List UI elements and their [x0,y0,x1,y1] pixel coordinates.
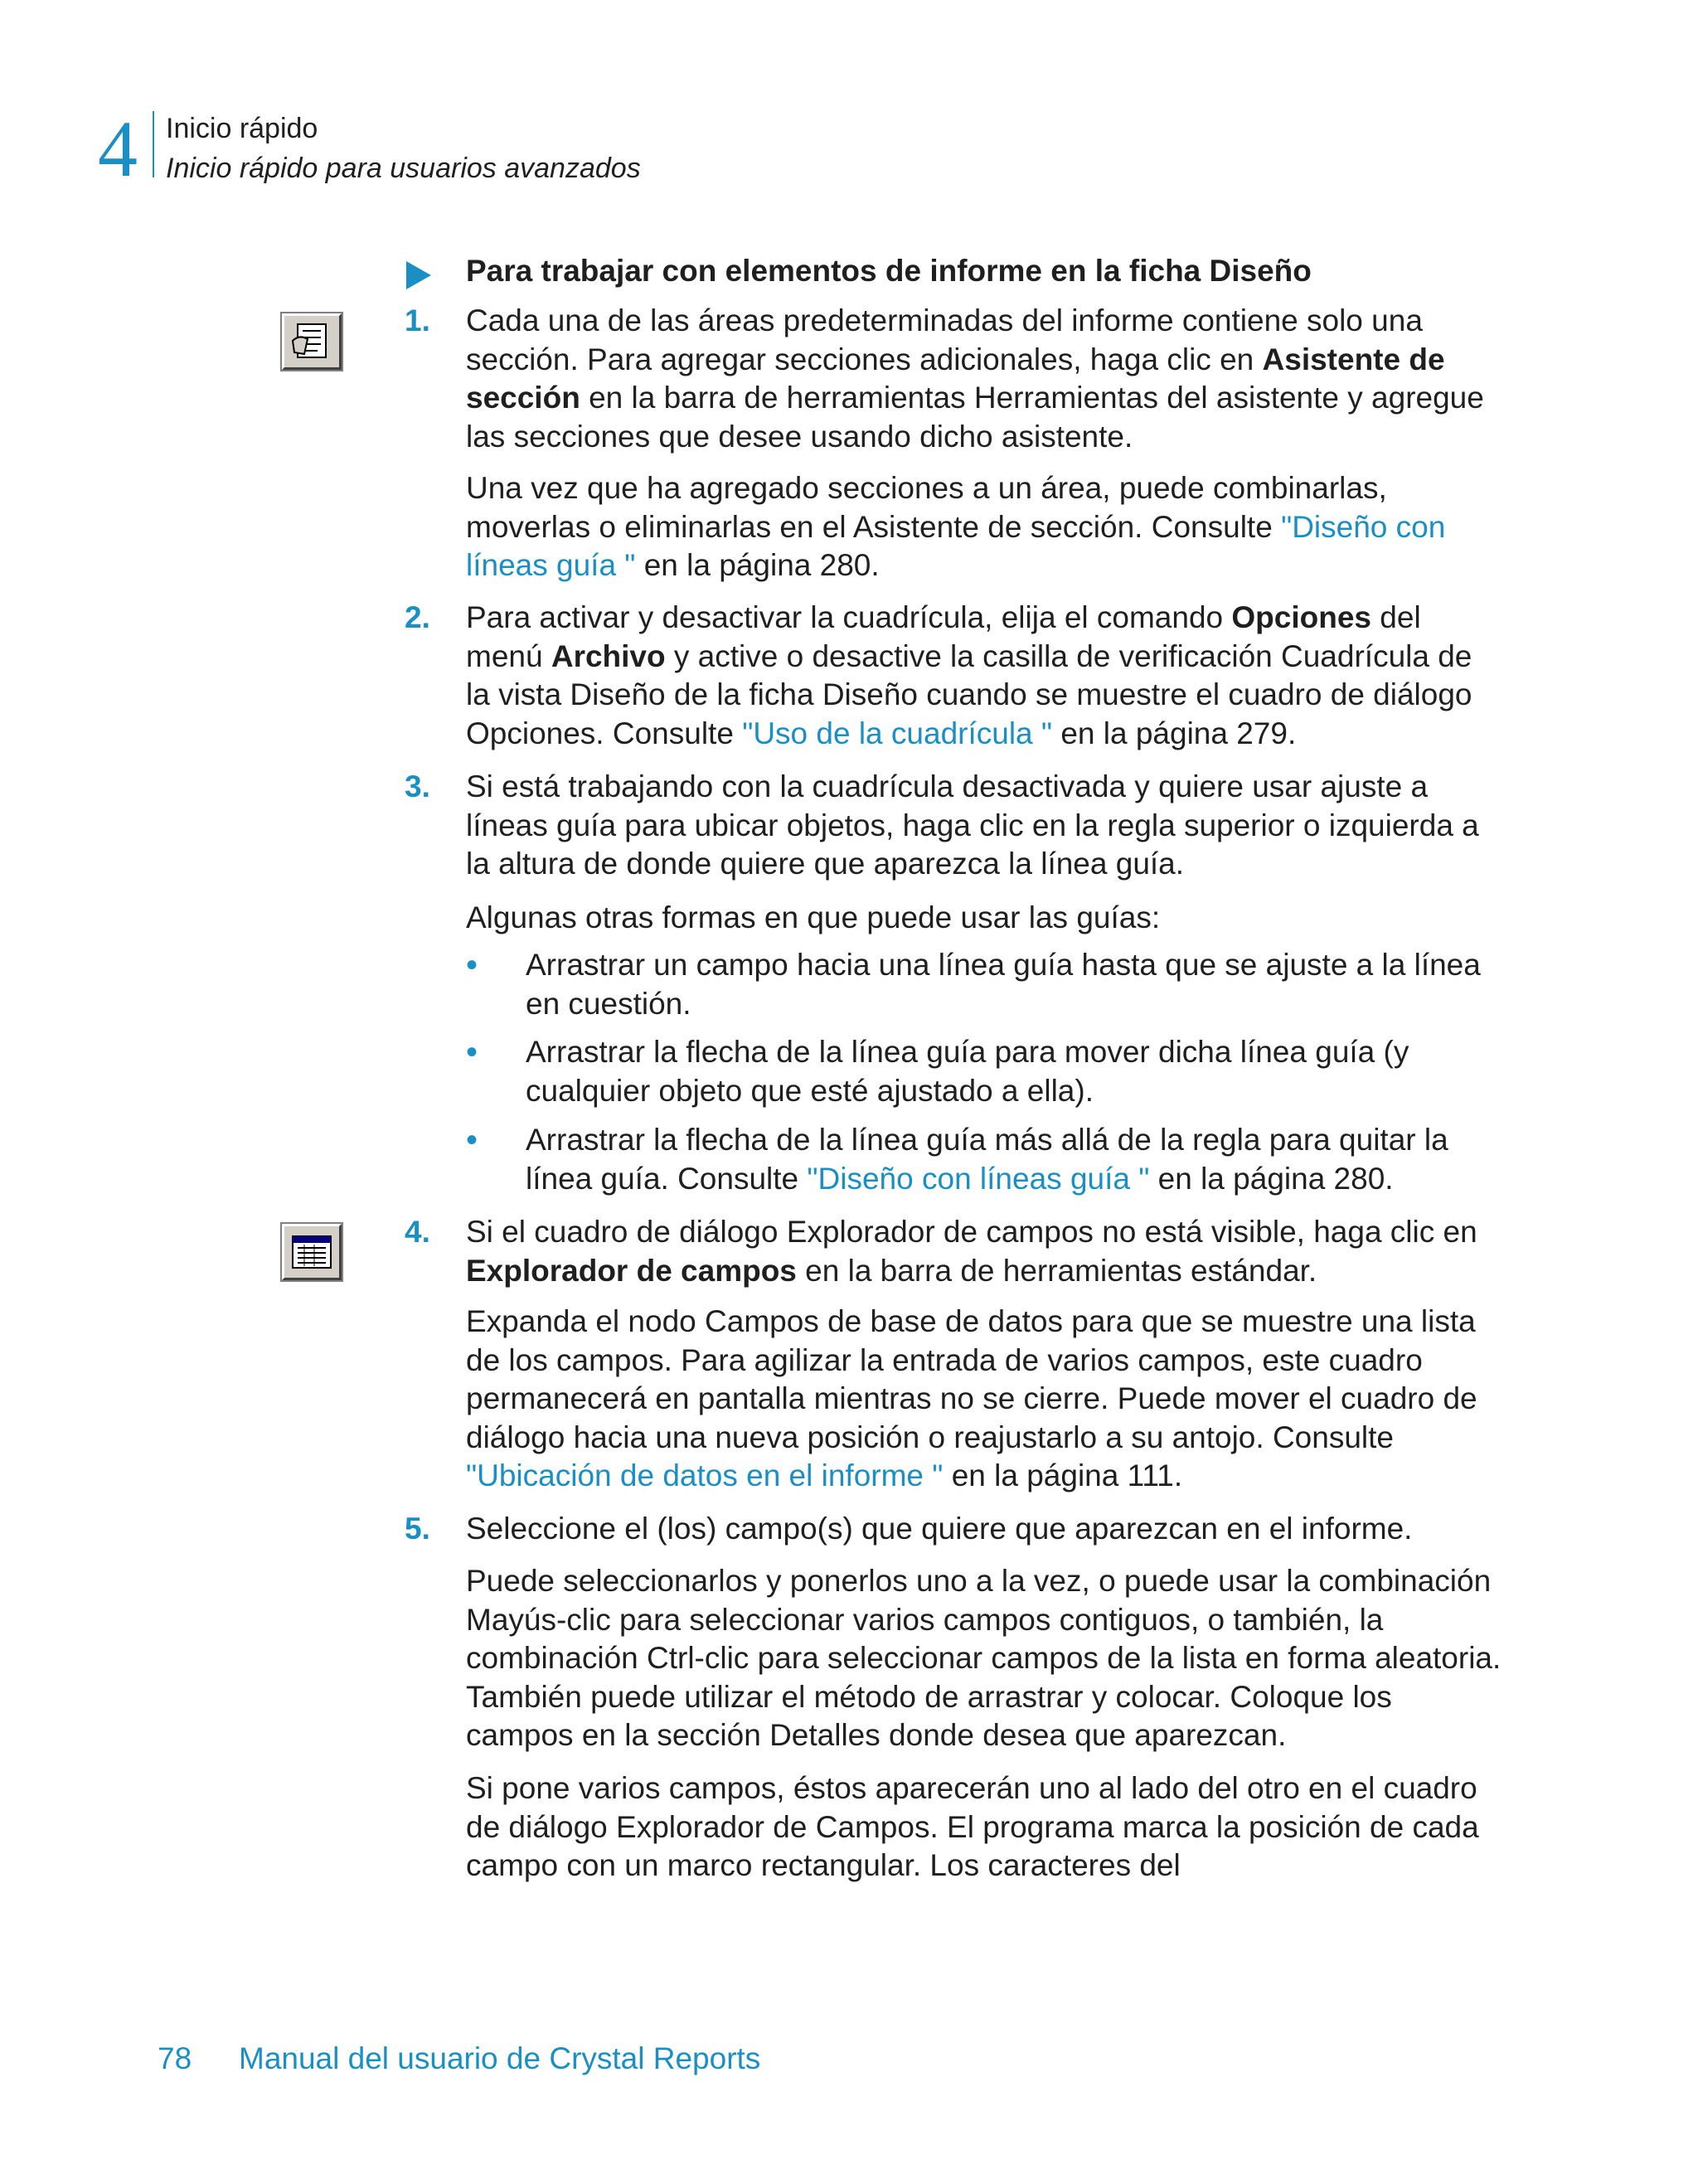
chapter-divider [153,111,154,177]
section-title: Inicio rápido para usuarios avanzados [166,153,641,184]
bullet-2-marker: • [466,1034,478,1070]
bullet-1-marker: • [466,947,478,983]
step-3-intro: Algunas otras formas en que puede usar las guías: [466,900,1161,934]
step-1-paragraph: Cada una de las áreas predeterminadas del informe contiene solo una sección. Para agregar secciones adicionales, haga clic en Asistente de sección en la barra de herramientas Herramientas del asistente y agregue las secciones que desee usando dicho asistente. [466,303,1484,454]
step-4-note: Expanda el nodo Campos de base de datos para que se muestre una lista de los campos. Para agilizar la entrada de varios campos, este cuadro permanecerá en pantalla mientras no se cierre. Puede mover el cuadro de diálogo hacia una nueva posición o reajustarlo a su antojo. Consulte "Ubicación de datos en el informe " en la página 111. [466,1304,1477,1492]
step-5-note-2: Si pone varios campos, éstos aparecerán uno al lado del otro en el cuadro de diálogo Explorador de Campos. El programa marca la posición de cada campo con un marco rectangular. Los caracteres del [466,1771,1479,1882]
step-2-paragraph: Para activar y desactivar la cuadrícula, elija el comando Opciones del menú Archivo y active o desactive la casilla de verificación Cuadrícula de la vista Diseño de la ficha Diseño cuando se muestre el cuadro de diálogo Opciones. Consulte "Uso de la cuadrícula " en la página 279. [466,600,1472,750]
procedure-arrow-icon [406,261,431,289]
chapter-title: Inicio rápido [166,113,318,144]
step-4-number: 4. [405,1215,430,1249]
bullet-2-text: Arrastrar la flecha de la línea guía para mover dicha línea guía (y cualquier objeto que esté ajustado a ella). [526,1035,1409,1108]
footer-title: Manual del usuario de Crystal Reports [239,2041,761,2075]
step-3-paragraph: Si está trabajando con la cuadrícula desactivada y quiere usar ajuste a líneas guía para ubicar objetos, haga clic en la regla superior o izquierda a la altura de donde quiere que aparezca la línea guía. [466,769,1479,881]
bullet-1-text: Arrastrar un campo hacia una línea guía hasta que se ajuste a la línea en cuestión. [526,948,1481,1021]
step-5-note-1: Puede seleccionarlos y ponerlos uno a la vez, o puede usar la combinación Mayús-clic para seleccionar varios campos contiguos, o también, la combinación Ctrl-clic para seleccionar campos de la lista en forma aleatoria. También puede utilizar el método de arrastrar y colocar. Coloque los campos en la sección Detalles donde desea que aparezcan. [466,1564,1502,1752]
procedure-title: Para trabajar con elementos de informe en la ficha Diseño [466,254,1312,288]
link-diseno-lineas-guia-2[interactable]: "Diseño con líneas guía " [807,1161,1150,1196]
bullet-3-marker: • [466,1122,478,1158]
step-2-number: 2. [405,600,430,634]
step-5-number: 5. [405,1512,430,1546]
bullet-3-text: Arrastrar la flecha de la línea guía más allá de la regla para quitar la línea guía. Consulte "Diseño con líneas guía " en la página 280. [526,1123,1448,1196]
step-5-paragraph: Seleccione el (los) campo(s) que quiere que aparezcan en el informe. [466,1512,1413,1546]
link-diseno-lineas-guia[interactable]: "Diseño con líneas guía " [466,509,1446,582]
page-number: 78 [158,2041,192,2075]
chapter-number: 4 [98,104,138,193]
step-3-number: 3. [405,769,430,803]
link-uso-cuadricula[interactable]: "Uso de la cuadrícula " [742,716,1053,750]
link-ubicacion-datos[interactable]: "Ubicación de datos en el informe " [466,1458,944,1492]
step-1-note: Una vez que ha agregado secciones a un área, puede combinarlas, moverlas o eliminarlas en el Asistente de sección. Consulte "Diseño con líneas guía " en la página 280. [466,471,1446,582]
step-4-paragraph: Si el cuadro de diálogo Explorador de campos no está visible, haga clic en Explorador de campos en la barra de herramientas estándar. [466,1215,1495,1288]
step-1-number: 1. [405,303,430,337]
section-expert-icon [282,313,342,370]
field-explorer-icon [282,1224,342,1280]
